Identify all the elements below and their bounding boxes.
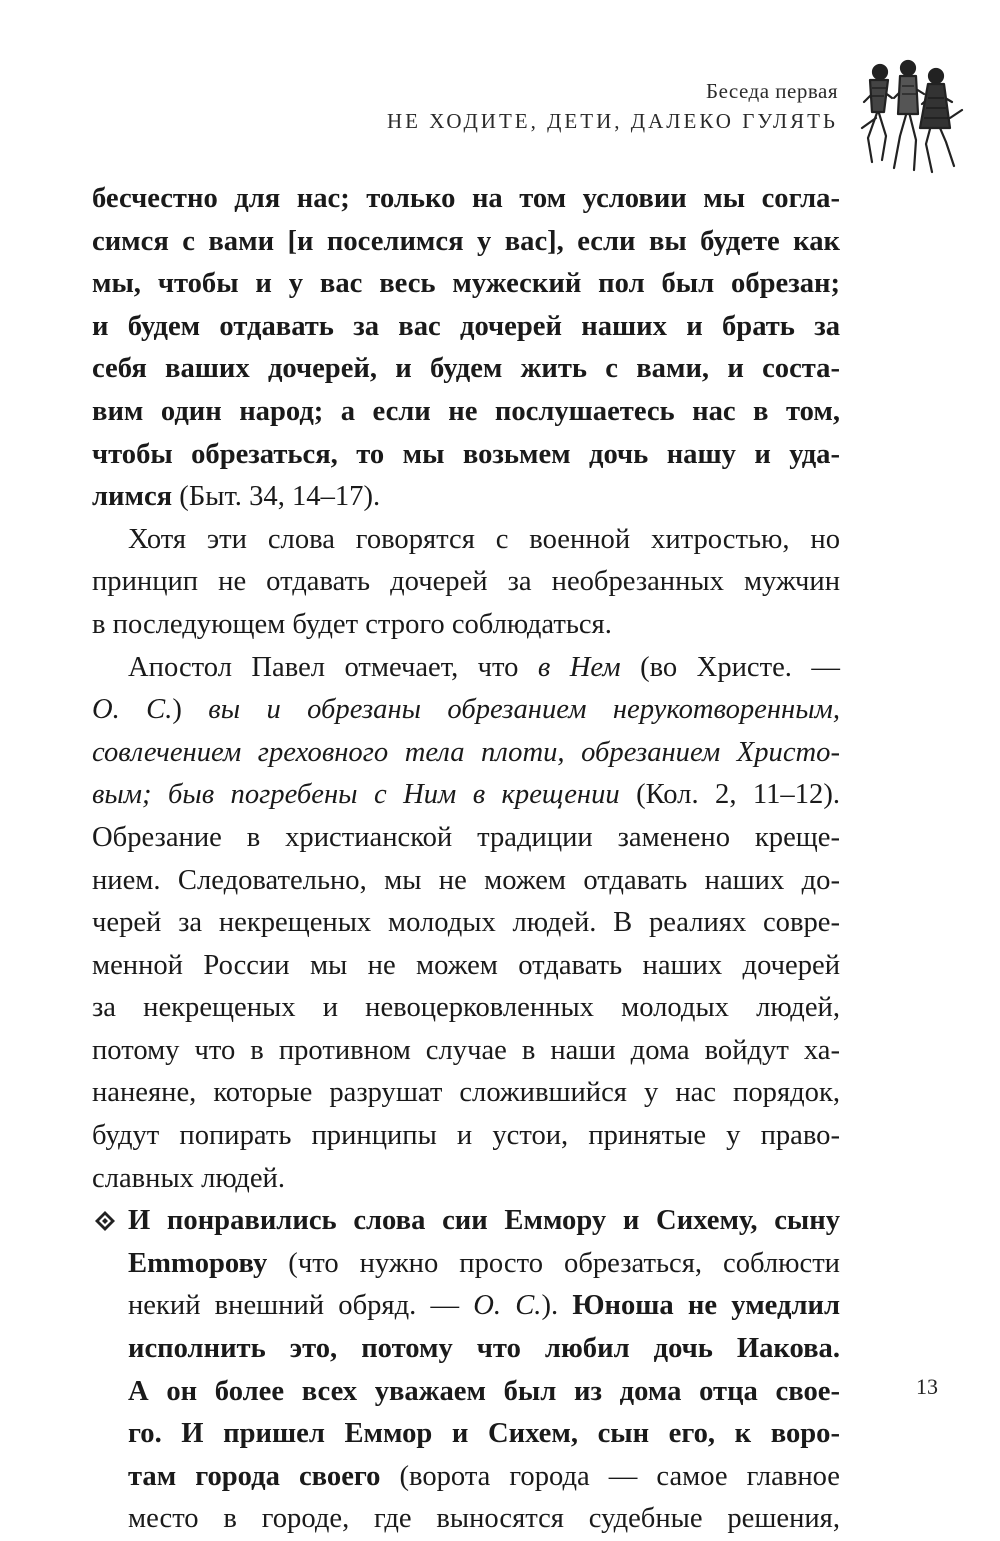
text-line [128, 1456, 840, 1499]
italic-quote: вы и обрезаны обрезанием нерукотворенным, [208, 694, 841, 726]
text-line: симся с вами [и поселимся у вас], если вы будете как [92, 225, 840, 257]
text-line: будут попирать принципы и устои, принятые у право- [92, 1120, 840, 1152]
dancing-figures-emblem [858, 58, 964, 176]
text-line: А он более всех уважаем был из дома отца свое- [128, 1375, 840, 1407]
author-initials: О. С. [92, 694, 173, 726]
text-line: менной России мы не можем отдавать наших дочерей [92, 949, 840, 981]
text-line [92, 476, 840, 519]
author-initials: О. С. [473, 1290, 542, 1322]
text-fragment: Апостол Павел отмечает, что [128, 651, 538, 683]
text-line [128, 1243, 840, 1286]
italic-fragment: в Нем [537, 651, 621, 683]
text-line [92, 647, 840, 690]
text-line: мы, чтобы и у вас весь мужеский пол был обрезан; [92, 268, 840, 300]
chapter-title: НЕ ХОДИТЕ, ДЕТИ, ДАЛЕКО ГУЛЯТЬ [387, 109, 838, 133]
text-line [128, 1285, 840, 1328]
text-line: славных людей. [92, 1162, 285, 1194]
text-line: бесчестно для нас; только на том условии мы согла- [92, 183, 840, 214]
scripture-reference: (Кол. 2, 11–12). [619, 779, 840, 811]
text-line [92, 774, 840, 817]
text-fragment: (во Христе. — [620, 651, 840, 683]
text-line: вим один народ; а если не послушаетесь нас в том, [92, 395, 840, 427]
italic-quote: вым; быв погребены с Ним в крещении [92, 779, 620, 811]
bold-quote: там города своего [128, 1460, 381, 1492]
text-line: потому что в противном случае в наши дома войдут ха- [92, 1034, 840, 1066]
text-fragment: ). [541, 1290, 573, 1322]
text-line [92, 689, 840, 732]
text-line: исполнить это, потому что любил дочь Иакова. [128, 1333, 840, 1365]
bold-quote: Emmoрову [128, 1247, 268, 1279]
text-line: совлечением греховного тела плоти, обрезанием Христо- [92, 736, 840, 768]
text-line: Обрезание в христианской традиции заменено креще- [92, 821, 840, 853]
text-fragment: (что нужно просто обрезаться, соблюсти [267, 1247, 840, 1279]
paragraph-2 [92, 519, 840, 647]
text-line: в последующем будет строго соблюдаться. [92, 608, 612, 640]
page-number: 13 [916, 1374, 938, 1399]
text-line: го. И пришел Еммор и Сихем, сын его, к воро- [128, 1418, 840, 1450]
text-line: и будем отдавать за вас дочерей наших и брать за [92, 310, 840, 342]
paragraph-3 [92, 647, 840, 1201]
chapter-subtitle: Беседа первая [706, 79, 838, 103]
diamond-bullet-icon [94, 1210, 116, 1232]
text-line: И понравились слова сии Еммору и Сихему, сыну [128, 1205, 840, 1237]
text-line: за некрещеных и невоцерковленных молодых людей, [92, 992, 840, 1024]
bold-quote: лимся [92, 481, 173, 513]
text-line: себя ваших дочерей, и будем жить с вами, и соста- [92, 353, 840, 385]
text-line: нием. Следовательно, мы не можем отдавать наших до- [92, 864, 840, 896]
text-fragment: некий внешний обряд. — [128, 1290, 474, 1322]
text-line: принцип не отдавать дочерей за необрезанных мужчин [92, 566, 840, 598]
bold-quote: Юноша не умедлил [572, 1290, 841, 1322]
paragraph-1 [92, 178, 840, 519]
page-body [92, 178, 840, 1541]
scripture-reference: (Быт. 34, 14–17). [172, 481, 381, 513]
text-line: Хотя эти слова говорятся с военной хитростью, но [128, 523, 840, 555]
text-line: нанеяне, которые разрушат сложившийся у нас порядок, [92, 1077, 840, 1109]
text-fragment: ) [172, 694, 209, 726]
text-line: черей за некрещеных молодых людей. В реалиях совре- [92, 907, 840, 939]
text-fragment: (ворота города — самое главное [380, 1460, 840, 1492]
running-header [387, 76, 838, 136]
text-line: место в городе, где выносятся судебные решения, [128, 1503, 840, 1535]
text-line: чтобы обрезаться, то мы возьмем дочь нашу и уда- [92, 438, 840, 470]
